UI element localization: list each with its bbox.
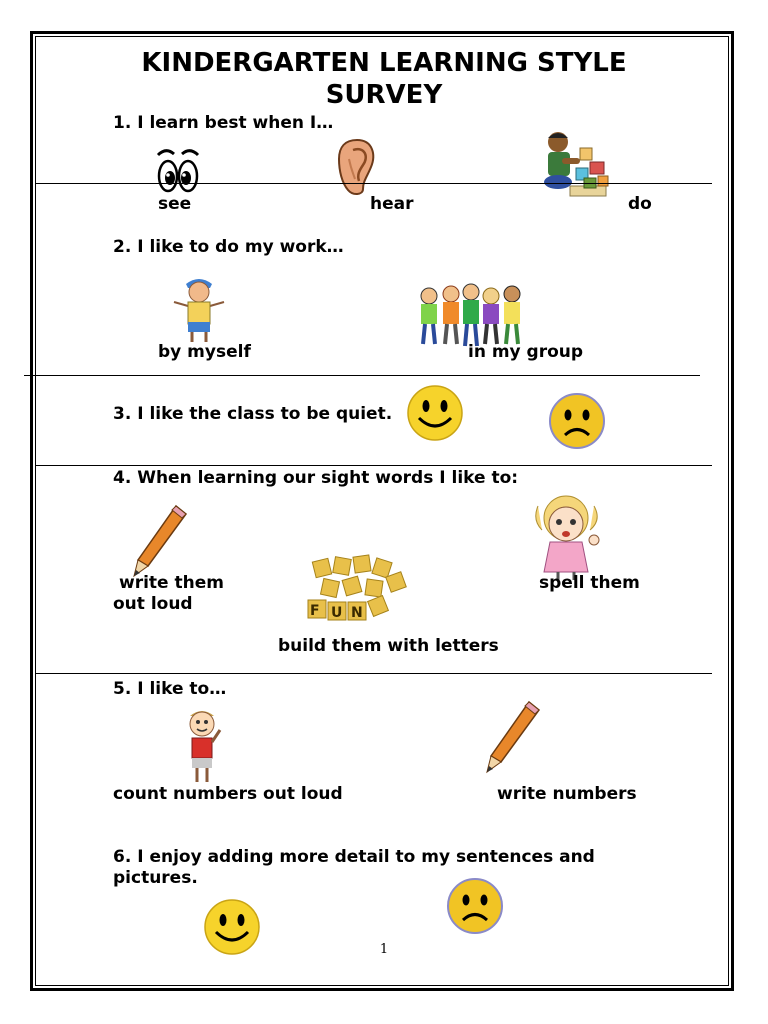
q1-option-see: see bbox=[158, 194, 192, 214]
happy-face-icon bbox=[203, 898, 261, 956]
q6-prompt-line-1: 6. I enjoy adding more detail to my sentences and bbox=[113, 847, 595, 867]
happy-face-icon bbox=[406, 384, 464, 442]
survey-title-line-2: SURVEY bbox=[325, 80, 443, 110]
q4-option-write-them: write them bbox=[119, 573, 224, 593]
pencil-icon bbox=[483, 698, 543, 776]
tile-letter-1: F bbox=[310, 603, 320, 619]
q2-prompt: 2. I like to do my work… bbox=[113, 237, 344, 257]
tile-letter-3: N bbox=[351, 605, 363, 621]
sad-face-icon bbox=[548, 392, 606, 450]
ear-icon bbox=[335, 137, 379, 197]
q3-prompt: 3. I like the class to be quiet. bbox=[113, 404, 393, 424]
pencil-icon bbox=[130, 502, 190, 578]
q5-option-write-numbers: write numbers bbox=[497, 784, 637, 804]
eyes-icon bbox=[152, 146, 204, 198]
q1-prompt: 1. I learn best when I… bbox=[113, 113, 334, 133]
sad-face-icon bbox=[446, 877, 504, 935]
q5-option-count-numbers: count numbers out loud bbox=[113, 784, 343, 804]
survey-title-line-1: KINDERGARTEN LEARNING STYLE bbox=[141, 48, 627, 78]
q1-divider-line bbox=[35, 183, 712, 184]
q5-prompt: 5. I like to… bbox=[113, 679, 227, 699]
q1-option-hear: hear bbox=[370, 194, 414, 214]
girl-spelling-icon bbox=[528, 490, 604, 582]
q6-prompt-line-2: pictures. bbox=[113, 868, 198, 888]
child-building-blocks-icon bbox=[540, 128, 615, 204]
page-number: 1 bbox=[379, 942, 389, 957]
boy-counting-icon bbox=[180, 706, 226, 786]
letter-tiles-icon bbox=[304, 552, 408, 628]
q4-divider-line bbox=[35, 673, 712, 674]
q2-option-in-my-group: in my group bbox=[468, 342, 584, 362]
q4-prompt: 4. When learning our sight words I like to: bbox=[113, 468, 519, 488]
q2-divider-line bbox=[24, 375, 700, 376]
q3-divider-line bbox=[35, 465, 712, 466]
q4-option-out-loud: out loud bbox=[113, 594, 193, 614]
q2-option-by-myself: by myself bbox=[158, 342, 251, 362]
tile-letter-2: U bbox=[331, 605, 343, 621]
q4-option-build-with-letters: build them with letters bbox=[278, 636, 499, 656]
q1-option-do: do bbox=[628, 194, 652, 214]
q4-option-spell-them: spell them bbox=[539, 573, 640, 593]
boy-alone-icon bbox=[170, 274, 228, 344]
